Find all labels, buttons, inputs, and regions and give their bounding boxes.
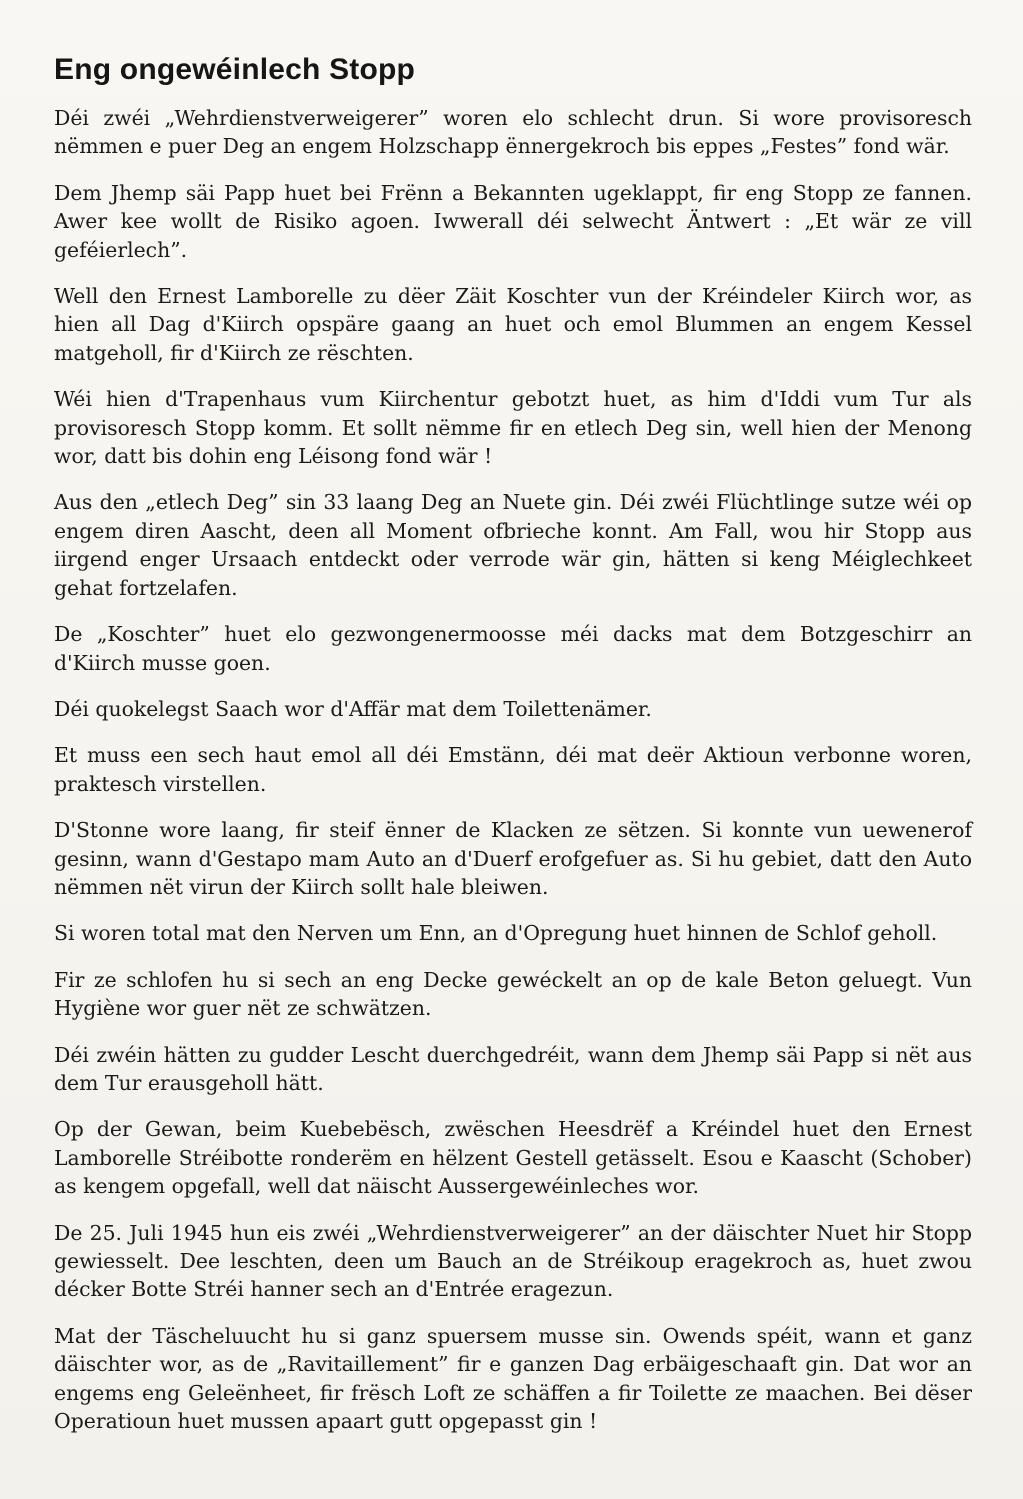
paragraph-6: De „Koschter” huet elo gezwongenermoosse méi dacks mat dem Botzgeschirr an d'Kiirch musse goen.: [54, 622, 972, 675]
paragraph-9: D'Stonne wore laang, fir steif ënner de Klacken ze sëtzen. Si konnte vun uewenerof gesinn, wann d'Gestapo mam Auto an d'Duerf erofgefuer as. Si hu gebiet, datt den Auto nëmmen nët virun der Kiirch sollt hale bleiwen.: [54, 818, 972, 899]
page-content: [54, 52, 972, 1452]
paragraph-4: Wéi hien d'Trapenhaus vum Kiirchentur gebotzt huet, as him d'Iddi vum Tur als provisoresch Stopp komm. Et sollt nëmme fir en etlech Deg sin, well hien der Menong wor, datt bis dohin eng Léisong fond wär !: [54, 387, 972, 469]
paragraph-7: Déi quokelegst Saach wor d'Affär mat dem Toilettenämer.: [54, 696, 652, 721]
paragraph-10: Si woren total mat den Nerven um Enn, an d'Opregung huet hinnen de Schlof geholl.: [54, 921, 938, 946]
paragraph-15: Mat der Täscheluucht hu si ganz spuersem musse sin. Owends spéit, wann et ganz däischter wor, as de „Ravitaillement” fir e ganzen Dag erbäigeschaaft gin. Dat wor an engems eng Geleënheet, fir frësch Loft ze schäffen a fir Toilette ze maachen. Bei dëser Operatioun huet mussen apaart gutt opgepasst gin !: [54, 1323, 972, 1434]
paragraph-8: Et muss een sech haut emol all déi Emstänn, déi mat deër Aktioun verbonne woren, praktesch virstellen.: [54, 743, 972, 796]
paragraph-2: Dem Jhemp säi Papp huet bei Frënn a Bekannten ugeklappt, fir eng Stopp ze fannen. Awer kee wollt de Risiko agoen. Iwwerall déi selwecht Äntwert : „Et wär ze vill geféierlech”.: [54, 180, 972, 262]
paragraph-3: Well den Ernest Lamborelle zu dëer Zäit Koschter vun der Kréindeler Kiirch wor, as hien all Dag d'Kiirch opspäre gaang an huet och emol Blummen an engem Kessel matgeholl, fir d'Kiirch ze rëschten.: [54, 284, 972, 365]
paragraph-13: Op der Gewan, beim Kuebebësch, zwëschen Heesdrëf a Kréindel huet den Ernest Lamborelle Stréibotte ronderëm en hëlzent Gestell getässelt. Esou e Kaascht (Schober) as kengem opgefall, well dat näischt Aussergewéinleches wor.: [54, 1117, 972, 1199]
paragraph-1: Déi zwéi „Wehrdienstverweigerer” woren elo schlecht drun. Si wore provisoresch nëmmen e puer Deg an engem Holzschapp ënnergekroch bis eppes „Festes” fond wär.: [54, 106, 972, 159]
paragraph-11: Fir ze schlofen hu si sech an eng Decke gewéckelt an op de kale Beton geluegt. Vun Hygiène wor guer nët ze schwätzen.: [54, 967, 972, 1021]
paragraph-5: Aus den „etlech Deg” sin 33 laang Deg an Nuete gin. Déi zwéi Flüchtlinge sutze wéi op engem diren Aascht, deen all Moment ofbrieche konnt. Am Fall, wou hir Stopp aus iirgend enger Ursaach entdeckt oder verrode wär gin, hätten si keng Méiglechkeet gehat fortzelafen.: [54, 490, 972, 600]
paragraph-12: Déi zwéin hätten zu gudder Lescht duerchgedréit, wann dem Jhemp säi Papp si nët aus dem Tur erausgeholl hätt.: [54, 1042, 972, 1095]
paragraph-14: De 25. Juli 1945 hun eis zwéi „Wehrdienstverweigerer” an der däischter Nuet hir Stopp gewiesselt. Dee leschten, deen um Bauch an de Stréikoup eragekroch as, huet zwou décker Botte Stréi hanner sech an d'Entrée eragezun.: [54, 1220, 972, 1302]
page-title: Eng ongewéinlech Stopp: [54, 53, 416, 86]
